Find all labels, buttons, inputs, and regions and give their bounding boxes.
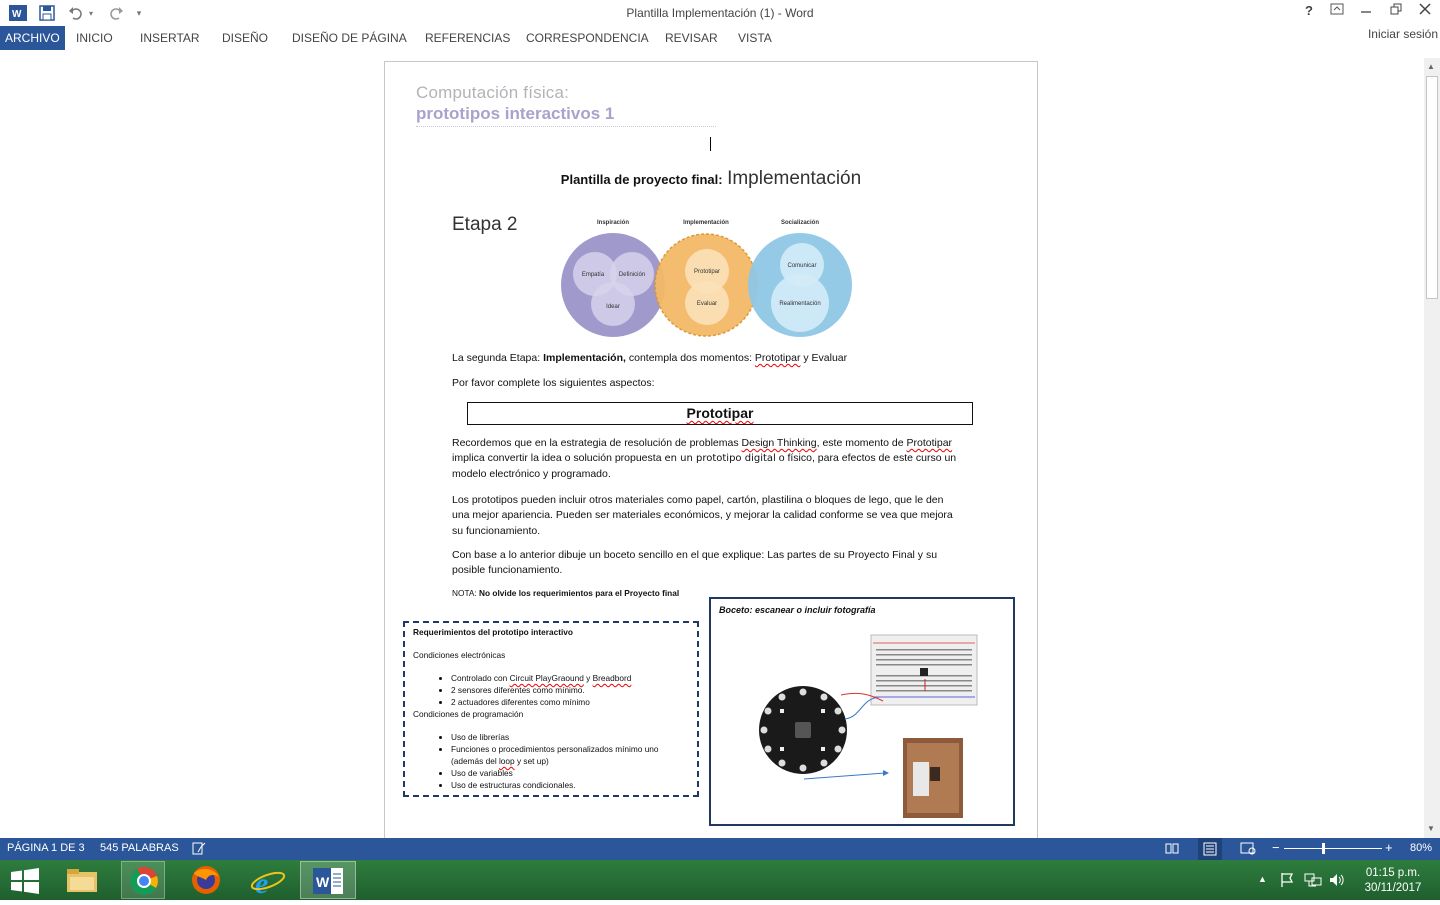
scroll-up-icon[interactable]: ▲ [1427, 62, 1435, 71]
windows-start-icon[interactable] [10, 868, 40, 899]
window-title: Plantilla Implementación (1) - Word [626, 6, 814, 20]
p3-c: , este momento de [816, 437, 907, 449]
paragraph-sketch [452, 548, 937, 579]
paragraph-instructions: Por favor complete los siguientes aspectos: [452, 377, 655, 389]
sign-in-link[interactable]: Iniciar sesión [1367, 27, 1438, 41]
list-item [451, 672, 697, 684]
network-icon[interactable] [1304, 872, 1322, 893]
tab-inicio[interactable]: INICIO [76, 31, 113, 45]
req-item2-2b-pre: (además del [451, 756, 499, 766]
scroll-down-icon[interactable]: ▼ [1427, 824, 1435, 833]
page-heading [385, 168, 1037, 190]
web-layout-icon[interactable] [1240, 841, 1256, 858]
p4-line1: Los prototipos pueden incluir otros materiales como papel, cartón, plastilina o bloques de lego, que le den [452, 494, 944, 506]
tab-insertar[interactable]: INSERTAR [140, 31, 200, 45]
sketch-caption: Boceto: escanear o incluir fotografía [719, 605, 876, 615]
heading-bold: Plantilla de proyecto final: [560, 172, 723, 187]
tab-vista[interactable]: VISTA [738, 31, 772, 45]
header-course-title: Computación física: [416, 83, 570, 102]
note-text: No olvide los requerimientos para el Proyecto final [479, 588, 680, 598]
p1-mid: contempla dos momentos: [625, 352, 755, 364]
tab-revisar[interactable]: REVISAR [665, 31, 718, 45]
file-explorer-icon[interactable] [60, 863, 104, 898]
diagram-prototipar: Prototipar [693, 269, 721, 275]
list-item: • 2 sensores diferentes como mínimo. [451, 684, 697, 696]
p1-end: y Evaluar [800, 352, 848, 364]
undo-dropdown-icon[interactable]: ▾ [88, 8, 93, 18]
ribbon-tab-bar [0, 26, 1440, 50]
diagram-col1-title: Inspiración [596, 220, 630, 226]
list-item: • Uso de variables [451, 767, 697, 779]
restore-icon[interactable] [1385, 3, 1407, 21]
proofing-icon[interactable] [192, 842, 206, 858]
volume-icon[interactable] [1328, 872, 1346, 893]
diagram-evaluar: Evaluar [696, 301, 718, 307]
requirements-box [403, 621, 699, 797]
word-count[interactable]: 545 PALABRAS [100, 842, 179, 854]
diagram-col2-title: Implementación [683, 220, 729, 226]
paragraph-design-thinking [452, 436, 972, 482]
status-bar [0, 838, 1440, 860]
req-list-electronics [413, 672, 697, 708]
list-item [451, 743, 697, 767]
zoom-out-icon[interactable]: − [1272, 840, 1280, 855]
sketch-box [709, 597, 1015, 826]
scrollbar-thumb[interactable] [1426, 76, 1438, 299]
diagram-idear: Idear [606, 304, 620, 310]
p3-design-thinking: Design Thinking [741, 437, 817, 449]
zoom-slider-thumb[interactable] [1322, 843, 1325, 854]
minimize-icon[interactable] [1355, 3, 1377, 21]
p4-line2: una mejor apariencia. Pueden ser materiales económicos, y mejorar la calidad conforme se vea que mejora [452, 509, 953, 522]
diagram-col3-title: Socialización [780, 220, 820, 226]
sketch-image [711, 599, 1013, 824]
title-bar [0, 0, 1440, 26]
ribbon-display-options-icon[interactable] [1326, 3, 1348, 21]
req-item1-d: Breadbord [592, 673, 632, 683]
text-cursor [710, 137, 711, 151]
tab-diseno[interactable]: DISEÑO [222, 31, 269, 45]
p1-bold: Implementación, [543, 352, 626, 364]
p4-line3: su funcionamiento. [452, 524, 541, 537]
heading-light: Implementación [727, 168, 862, 189]
header-course-subtitle: prototipos interactivos 1 [416, 104, 615, 123]
p5-line1: Con base a lo anterior dibuje un boceto sencillo en el que explique: Las partes de su Proyecto Final y su [452, 549, 938, 561]
diagram-comunicar: Comunicar [787, 263, 817, 269]
header-divider [416, 126, 716, 127]
word-taskbar-icon[interactable] [300, 861, 356, 899]
read-mode-icon[interactable] [1165, 841, 1179, 858]
diagram-definicion: Definición [618, 272, 646, 278]
chrome-icon[interactable] [121, 861, 165, 899]
p1-squig: Prototipar [754, 352, 801, 364]
customize-qat-icon[interactable]: ▾ [136, 7, 142, 18]
p5-line2: posible funcionamiento. [452, 564, 563, 577]
stage-label: Etapa 2 [452, 214, 518, 235]
list-item: • Uso de librerías [451, 731, 697, 743]
req-item2-2b-loop: loop [498, 756, 515, 766]
paragraph-materials [452, 493, 953, 539]
vertical-scrollbar[interactable] [1424, 58, 1440, 838]
p1-pre: La segunda Etapa: [452, 352, 544, 364]
firefox-icon[interactable] [184, 863, 228, 898]
help-button[interactable]: ? [1305, 3, 1313, 18]
req-item1-c: y [583, 673, 593, 683]
tab-archivo[interactable]: ARCHIVO [0, 26, 65, 50]
list-item: • Uso de estructuras condicionales. [451, 779, 697, 791]
note-label: NOTA: [452, 588, 480, 598]
req-title: Requerimientos del prototipo interactivo [413, 627, 573, 637]
p3-prototipar: Prototipar [906, 437, 953, 449]
show-hidden-icons-icon[interactable]: ▲ [1258, 874, 1267, 884]
taskbar [0, 860, 1440, 900]
zoom-in-icon[interactable]: + [1385, 840, 1393, 855]
internet-explorer-icon[interactable] [246, 863, 290, 898]
tab-diseno-de-pagina[interactable]: DISEÑO DE PÁGINA [292, 31, 407, 45]
clock[interactable] [1356, 866, 1430, 896]
list-item: • 2 actuadores diferentes como mínimo [451, 696, 697, 708]
clock-date: 30/11/2017 [1364, 882, 1422, 894]
req-sec1: Condiciones electrónicas [413, 650, 506, 660]
req-item2-2b-post: y set up) [514, 756, 549, 766]
clock-time: 01:15 p.m. [1365, 867, 1421, 879]
req-sec2: Condiciones de programación [413, 709, 524, 719]
svg-text:W: W [316, 874, 330, 890]
req-item2-2a: Funciones o procedimientos personalizados mínimo uno [451, 744, 659, 754]
p3-e: implica convertir la idea o solución propuesta [452, 452, 665, 465]
paragraph-stage [452, 351, 847, 366]
note-line [452, 588, 679, 598]
p3-f: en un prototipo digital [664, 453, 776, 465]
svg-text:e: e [255, 867, 269, 898]
req-item1-b: Circuit PlayGraound [509, 673, 584, 683]
req-list-programming [413, 731, 697, 791]
page-count[interactable]: PÁGINA 1 DE 3 [7, 842, 85, 854]
design-thinking-diagram [555, 215, 855, 338]
p3-g: o físico, para efectos de este curso un [775, 452, 957, 465]
p3-a: Recordemos que en la estrategia de resolución de problemas [452, 437, 742, 449]
diagram-realimentacion: Realimentación [779, 301, 821, 307]
svg-text:W: W [12, 9, 22, 20]
diagram-empatia: Empatía [581, 272, 605, 278]
zoom-slider[interactable] [1284, 848, 1382, 849]
print-layout-icon[interactable] [1198, 838, 1222, 860]
zoom-level[interactable]: 80% [1410, 842, 1433, 854]
document-page[interactable] [384, 61, 1038, 861]
close-icon[interactable] [1414, 3, 1436, 21]
tab-correspondencia[interactable]: CORRESPONDENCIA [526, 31, 649, 45]
prototipar-box [467, 402, 973, 425]
req-item1-a: Controlado con [451, 673, 510, 683]
action-center-flag-icon[interactable] [1280, 872, 1296, 893]
p3-h: modelo electrónico y programado. [452, 467, 611, 480]
prototipar-box-title: Prototipar [686, 405, 754, 421]
tab-referencias[interactable]: REFERENCIAS [425, 31, 511, 45]
